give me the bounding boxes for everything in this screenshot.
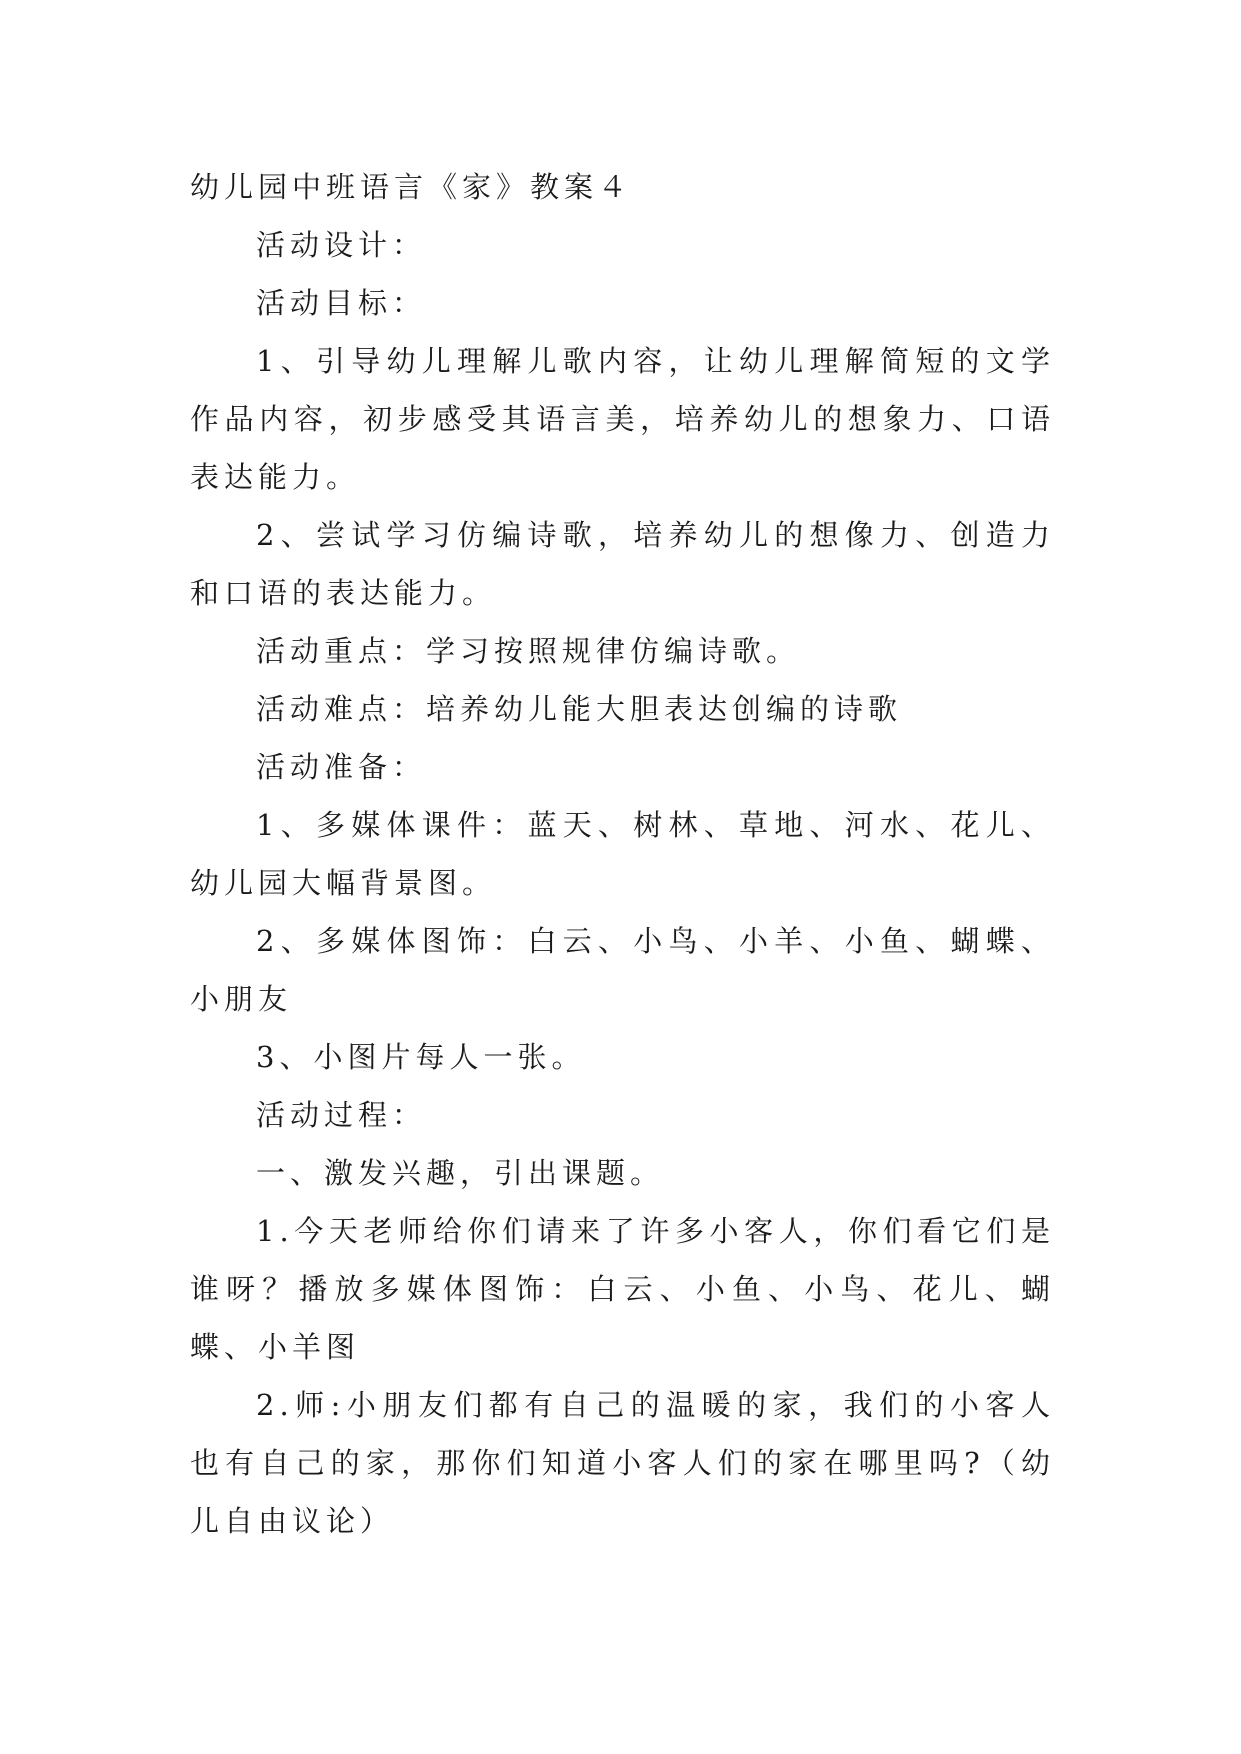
goal-item-2: 2、尝试学习仿编诗歌，培养幼儿的想像力、创造力和口语的表达能力。: [190, 518, 1055, 610]
section-heading-activity-preparation: 活动准备：: [256, 750, 427, 784]
section-heading-activity-design: 活动设计：: [256, 228, 427, 262]
document-page: [190, 158, 1055, 1550]
section-heading-activity-process: 活动过程：: [256, 1098, 427, 1132]
process-step-1-1: 1.今天老师给你们请来了许多小客人，你们看它们是谁呀？播放多媒体图饰：白云、小鱼、小鸟、花儿、蝴蝶、小羊图: [190, 1214, 1055, 1364]
preparation-item-1: 1、多媒体课件：蓝天、树林、草地、河水、花儿、幼儿园大幅背景图。: [190, 808, 1055, 900]
activity-focus: 活动重点：学习按照规律仿编诗歌。: [256, 634, 801, 668]
process-step-heading-1: 一、激发兴趣，引出课题。: [256, 1156, 665, 1190]
goal-item-1: 1、引导幼儿理解儿歌内容，让幼儿理解简短的文学作品内容，初步感受其语言美，培养幼儿的想象力、口语表达能力。: [190, 344, 1055, 494]
section-heading-activity-goals: 活动目标：: [256, 286, 427, 320]
preparation-item-3: 3、小图片每人一张。: [256, 1040, 586, 1074]
preparation-item-2: 2、多媒体图饰：白云、小鸟、小羊、小鱼、蝴蝶、小朋友: [190, 924, 1055, 1016]
process-step-1-2: 2.师:小朋友们都有自己的温暖的家，我们的小客人也有自己的家，那你们知道小客人们的家在哪里吗?（幼儿自由议论）: [190, 1388, 1055, 1538]
document-title: 幼儿园中班语言《家》教案４: [190, 170, 633, 204]
activity-difficulty: 活动难点：培养幼儿能大胆表达创编的诗歌: [256, 692, 903, 726]
